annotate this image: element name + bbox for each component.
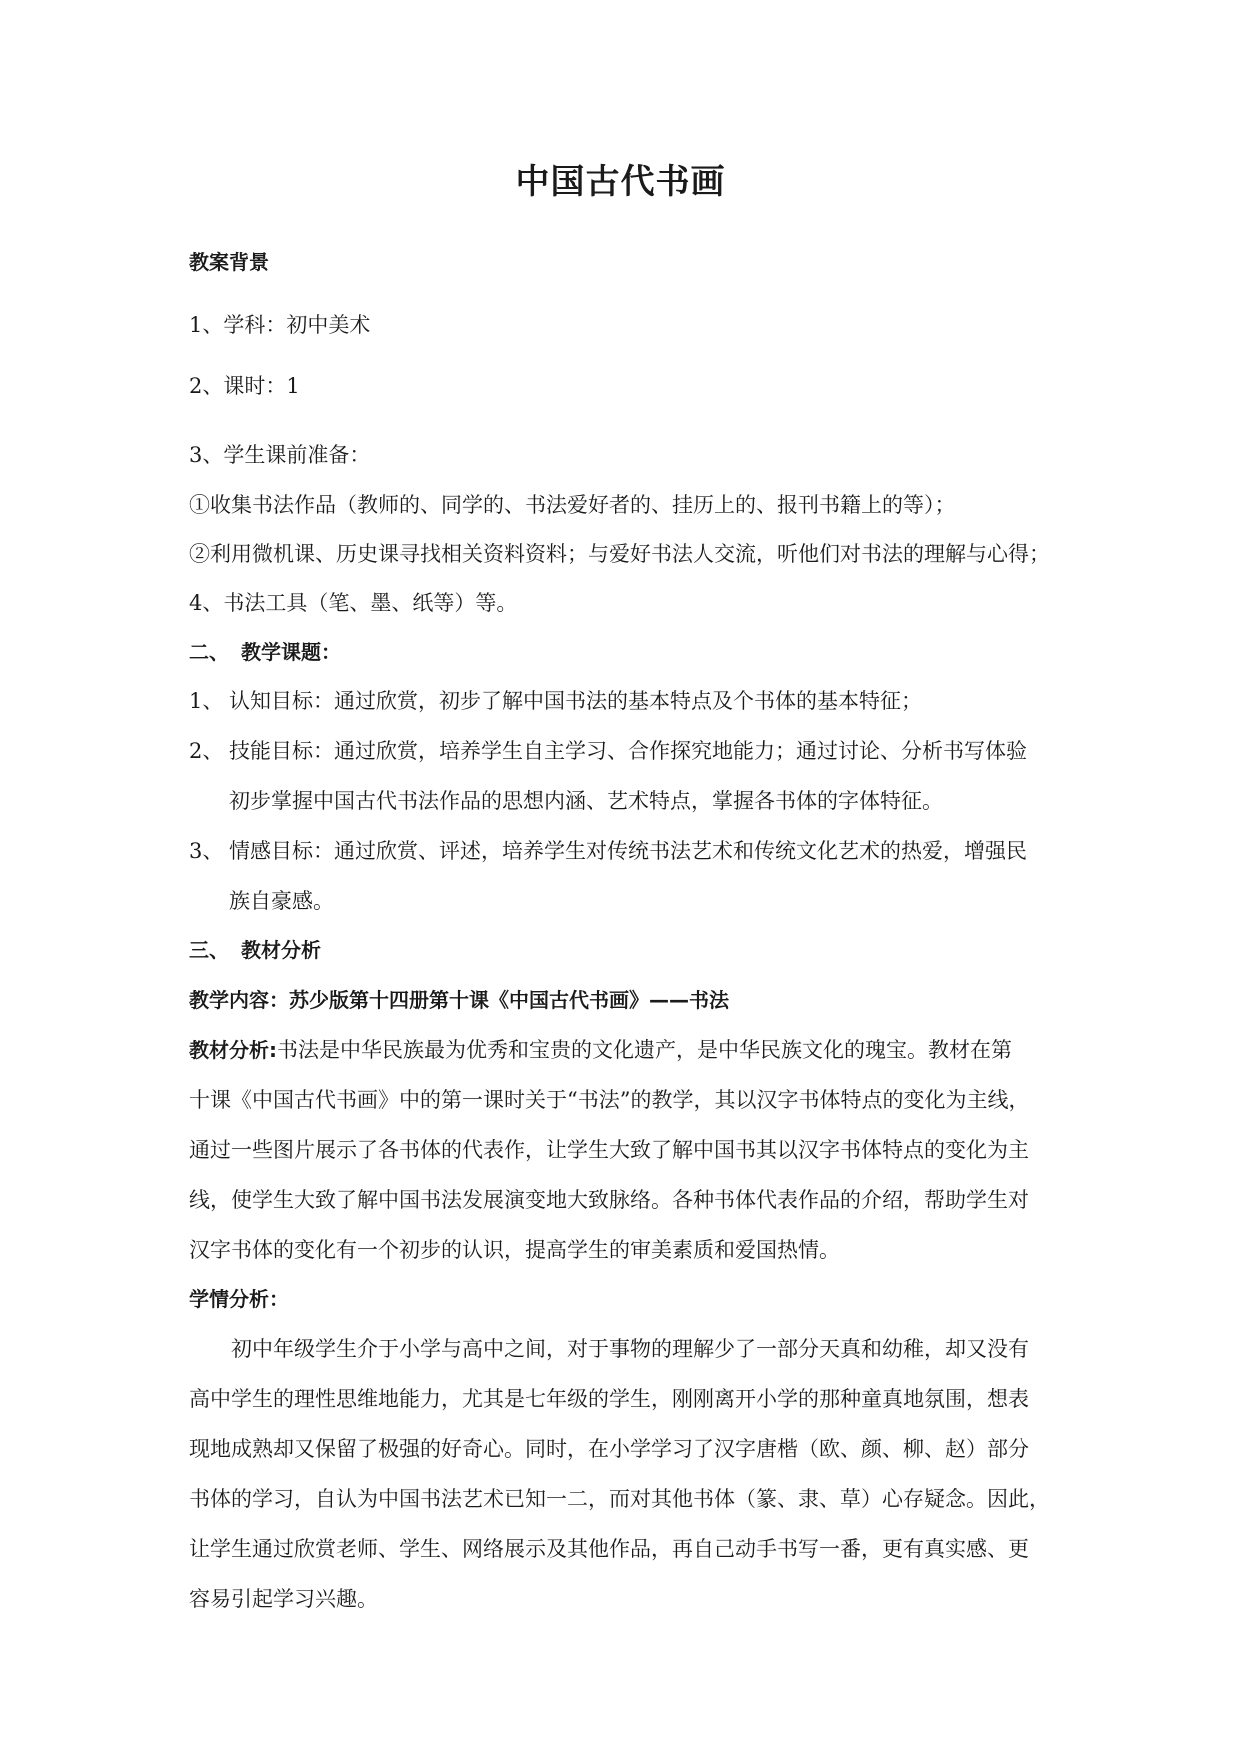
student-analysis-heading: 学情分析：	[189, 1287, 289, 1311]
section-three-number: 三、	[189, 938, 229, 962]
goal-text-1: 认知目标：通过欣赏，初步了解中国书法的基本特点及个书体的基本特征；	[229, 689, 922, 713]
analysis-text-2: 十课《中国古代书画》中的第一课时关于“书法”的教学，其以汉字书体特点的变化为主线，	[189, 1088, 1030, 1112]
goal-item-1	[189, 686, 1059, 716]
goal-item-2	[189, 736, 1059, 766]
goal-text-3-continued: 族自豪感。	[229, 889, 334, 913]
section-two-number: 二、	[189, 640, 229, 664]
goal-number-2: 2、	[189, 739, 224, 763]
analysis-text-4: 线，使学生大致了解中国书法发展演变地大致脉络。各种书体代表作品的介绍，帮助学生对	[189, 1188, 1029, 1212]
section-two-heading	[189, 637, 1059, 667]
document-title: 中国古代书画	[515, 162, 726, 202]
background-item-prep-2: ②利用微机课、历史课寻找相关资料资料；与爱好书法人交流，听他们对书法的理解与心得；	[189, 542, 1050, 566]
student-analysis-text-6: 容易引起学习兴趣。	[189, 1587, 378, 1611]
student-analysis-text-5: 让学生通过欣赏老师、学生、网络展示及其他作品，再自己动手书写一番，更有真实感、更	[189, 1537, 1029, 1561]
analysis-text-1: 书法是中华民族最为优秀和宝贵的文化遗产，是中华民族文化的瑰宝。教材在第	[277, 1038, 1012, 1062]
analysis-first-line	[189, 1035, 1059, 1065]
goal-text-2: 技能目标：通过欣赏，培养学生自主学习、合作探究地能力；通过讨论、分析书写体验	[229, 739, 1027, 763]
student-analysis-text-3: 现地成熟却又保留了极强的好奇心。同时，在小学学习了汉字唐楷（欧、颜、柳、赵）部分	[189, 1437, 1029, 1461]
background-item-tools: 4、书法工具（笔、墨、纸等）等。	[189, 591, 518, 615]
section-two-title: 教学课题：	[241, 640, 341, 664]
background-item-subject: 1、学科：初中美术	[189, 313, 371, 337]
analysis-label: 教材分析:	[189, 1038, 277, 1062]
goal-text-2-continued: 初步掌握中国古代书法作品的思想内涵、艺术特点，掌握各书体的字体特征。	[229, 789, 943, 813]
goal-item-3	[189, 836, 1059, 866]
background-heading: 教案背景	[189, 250, 269, 274]
background-item-prep-1: ①收集书法作品（教师的、同学的、书法爱好者的、挂历上的、报刊书籍上的等）；	[189, 493, 956, 517]
teaching-content-line: 教学内容：苏少版第十四册第十课《中国古代书画》——书法	[189, 988, 729, 1012]
student-analysis-text-4: 书体的学习，自认为中国书法艺术已知一二，而对其他书体（篆、隶、草）心存疑念。因此，	[189, 1487, 1050, 1511]
goal-number-1: 1、	[189, 689, 224, 713]
section-three-heading	[189, 935, 1059, 965]
analysis-text-3: 通过一些图片展示了各书体的代表作，让学生大致了解中国书其以汉字书体特点的变化为主	[189, 1138, 1029, 1162]
background-item-prep: 3、学生课前准备：	[189, 443, 371, 467]
section-three-title: 教材分析	[241, 938, 321, 962]
student-analysis-text-1: 初中年级学生介于小学与高中之间，对于事物的理解少了一部分天真和幼稚，却又没有	[231, 1337, 1029, 1361]
goal-number-3: 3、	[189, 839, 224, 863]
background-item-hours: 2、课时：1	[189, 374, 300, 398]
goal-text-3: 情感目标：通过欣赏、评述，培养学生对传统书法艺术和传统文化艺术的热爱，增强民	[229, 839, 1027, 863]
analysis-text-5: 汉字书体的变化有一个初步的认识，提高学生的审美素质和爱国热情。	[189, 1238, 840, 1262]
student-analysis-text-2: 高中学生的理性思维地能力，尤其是七年级的学生，刚刚离开小学的那种童真地氛围，想表	[189, 1387, 1029, 1411]
